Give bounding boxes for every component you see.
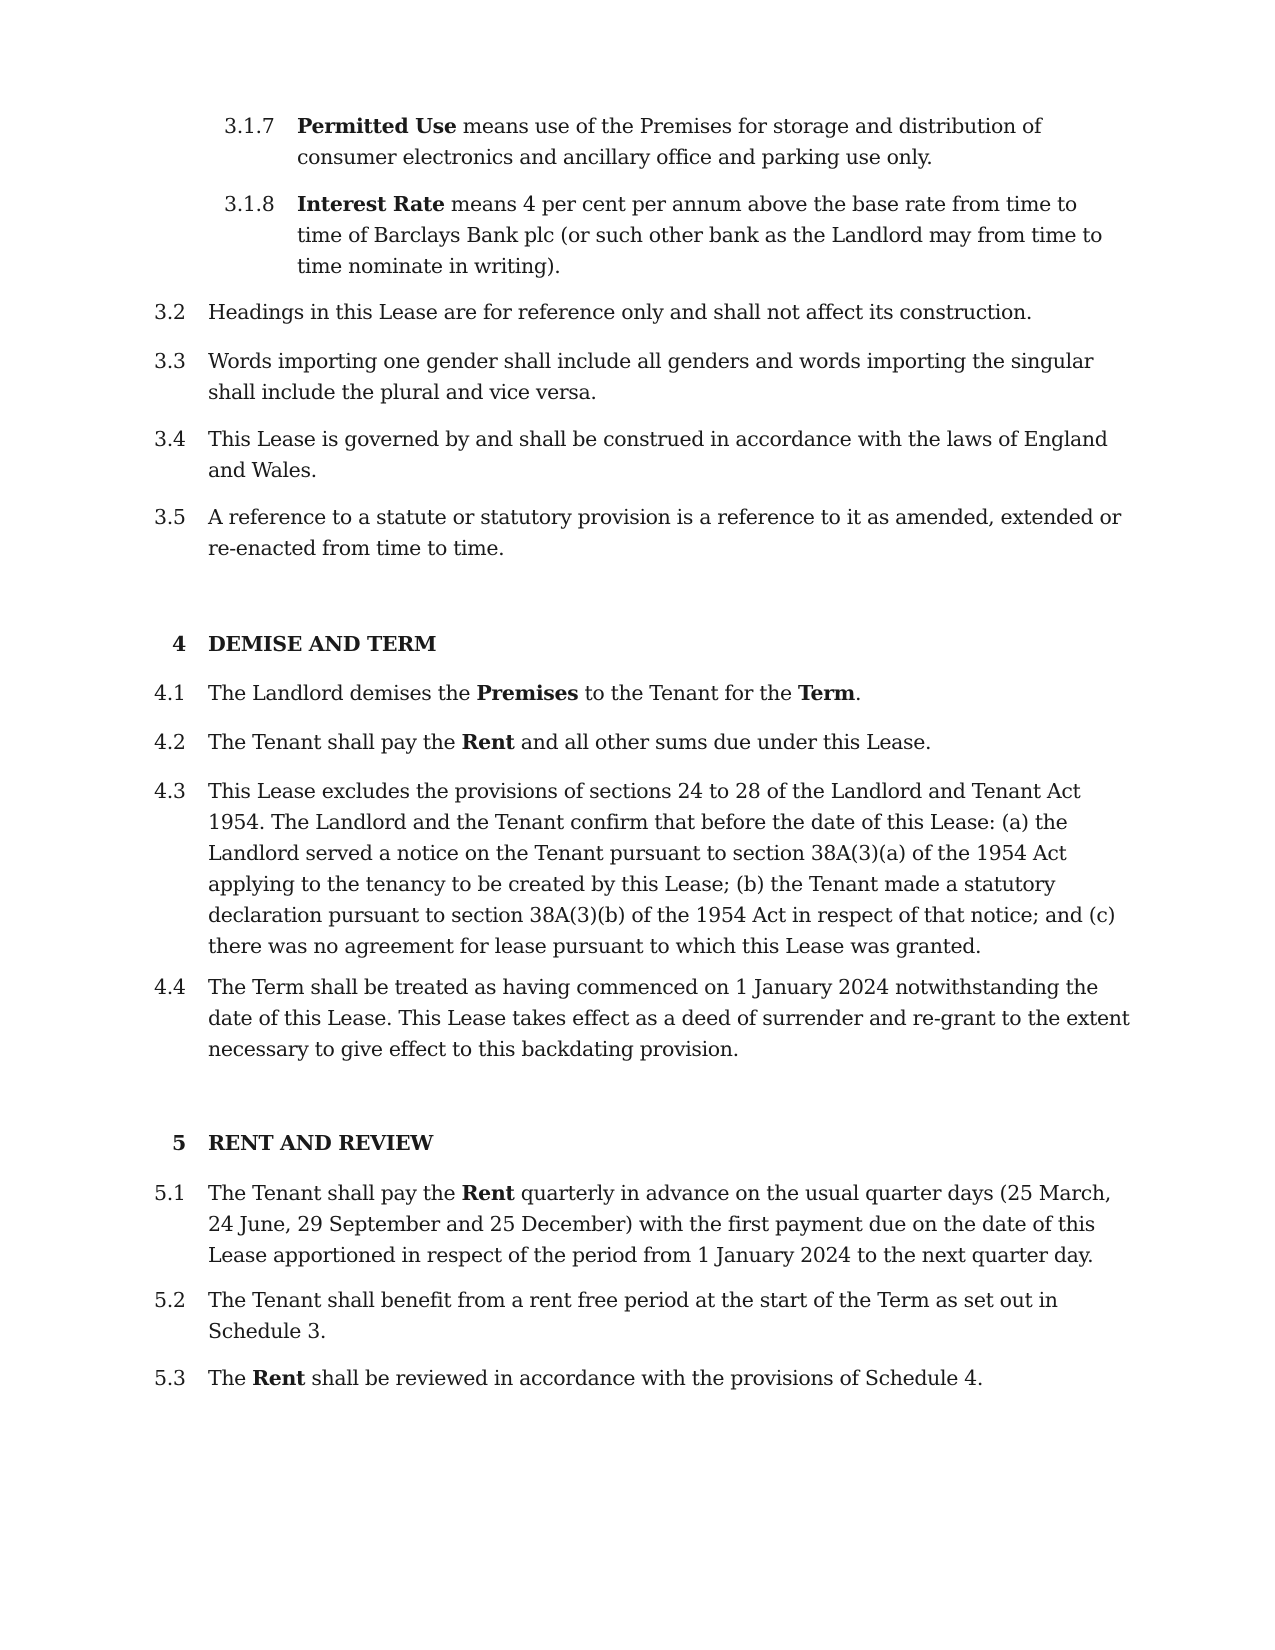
clause-text: The Tenant shall benefit from a rent free period at the start of the Term as set out in Schedule 3. [208,1288,1058,1343]
definition-text: means use of the Premises for storage and distribution of consumer electronics and ancillary office and parking use only. [297,114,1042,169]
clause-text: Words importing one gender shall include all genders and words importing the singular shall include the plural and vice versa. [208,349,1094,404]
defined-term: Premises [476,681,579,705]
clause-number: 3.1.8 [224,192,275,216]
clause-text: Headings in this Lease are for reference only and shall not affect its construction. [208,300,1033,324]
clause-text [208,1363,1138,1394]
clause-number: 3.4 [154,427,186,451]
text-run: The [208,1366,253,1390]
text-run: to the Tenant for the [578,681,798,705]
text-run: shall be reviewed in accordance with the provisions of Schedule 4. [305,1366,984,1390]
defined-term: Term [797,681,856,705]
definition-text: means 4 per cent per annum above the base rate from time to time of Barclays Bank plc (or such other bank as the Landlord may from time to time nominate in writing). [297,192,1103,278]
clause-text [297,189,1127,282]
clause-number: 5.2 [154,1288,186,1312]
section-number: 5 [172,1131,186,1155]
text-run: The Landlord demises the [208,681,477,705]
clause-text: A reference to a statute or statutory provision is a reference to it as amended, extended or re-enacted from time to time. [208,505,1121,560]
defined-term: Rent [461,730,515,754]
text-run: The Tenant shall pay the [208,730,462,754]
clause-text: This Lease excludes the provisions of sections 24 to 28 of the Landlord and Tenant Act 1954. The Landlord and the Tenant confirm that before the date of this Lease: (a) the Landlord served a notice on the Tenant pursuant to section 38A(3)(a) of the 1954 Act applying to the tenancy to be created by this Lease; (b) the Tenant made a statutory declaration pursuant to section 38A(3)(b) of the 1954 Act in respect of that notice; and (c) there was no agreement for lease pursuant to which this Lease was granted. [208,779,1116,958]
clause-number: 3.2 [154,300,186,324]
section-title: DEMISE AND TERM [208,632,437,656]
clause-text [297,111,1127,173]
clause-number: 4.4 [154,975,186,999]
clause-text [208,678,1138,709]
clause-text [208,727,1138,758]
clause-number: 5.1 [154,1181,186,1205]
defined-term: Permitted Use [297,114,457,138]
text-run: . [855,681,862,705]
clause-number: 3.1.7 [224,114,275,138]
clause-number: 4.1 [154,681,186,705]
text-run: and all other sums due under this Lease. [514,730,932,754]
clause-number: 4.2 [154,730,186,754]
defined-term: Rent [252,1366,306,1390]
defined-term: Rent [461,1181,515,1205]
clause-text [208,1178,1138,1271]
clause-text: This Lease is governed by and shall be construed in accordance with the laws of England and Wales. [208,427,1108,482]
defined-term: Interest Rate [297,192,445,216]
section-title: RENT AND REVIEW [208,1131,433,1155]
section-number: 4 [172,632,186,656]
clause-number: 3.3 [154,349,186,373]
clause-number: 4.3 [154,779,186,803]
clause-number: 3.5 [154,505,186,529]
text-run: The Tenant shall pay the [208,1181,462,1205]
clause-number: 5.3 [154,1366,186,1390]
clause-text: The Term shall be treated as having commenced on 1 January 2024 notwithstanding the date of this Lease. This Lease takes effect as a deed of surrender and re-grant to the extent necessary to give effect to this backdating provision. [208,975,1130,1061]
text-run: quarterly in advance on the usual quarter days (25 March, 24 June, 29 September and 25 December) with the first payment due on the date of this Lease apportioned in respect of the period from 1 January 2024 to the next quarter day. [208,1181,1111,1267]
